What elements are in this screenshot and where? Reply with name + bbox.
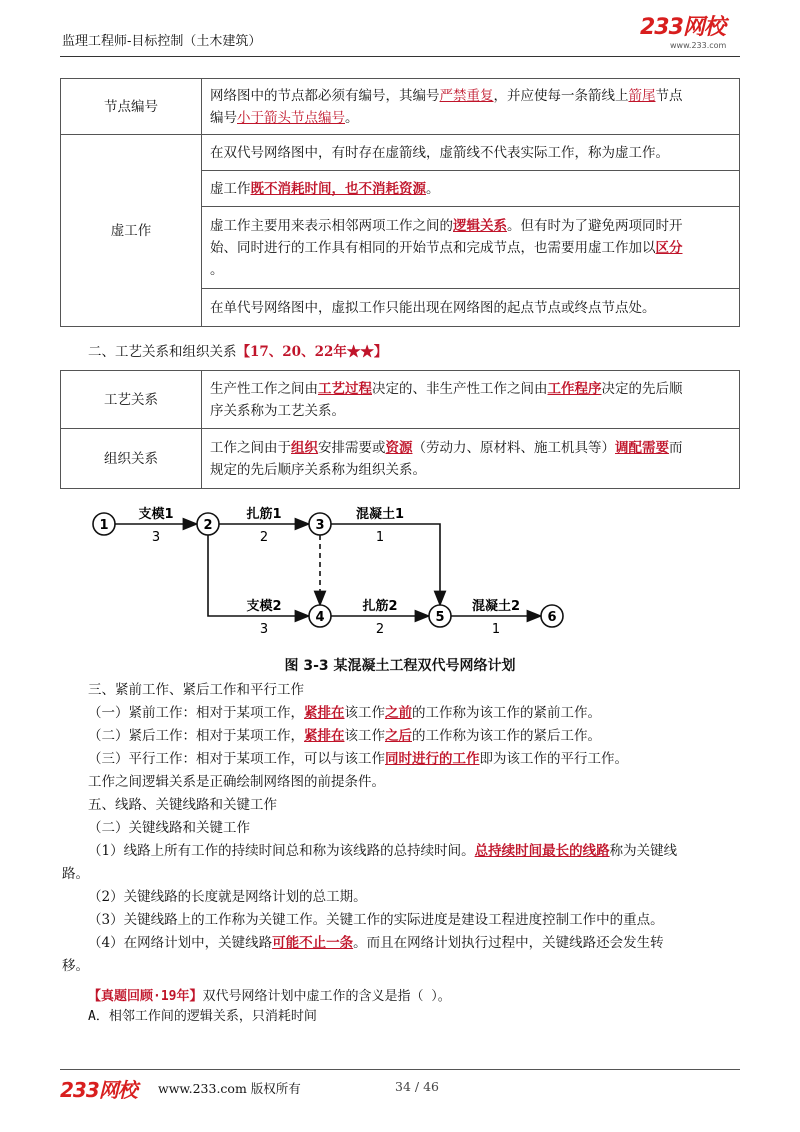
text: 规定的先后顺序关系称为组织关系。 (210, 461, 426, 478)
critical-path-2: （2）关键线路的长度就是网络计划的总工期。 (88, 889, 367, 905)
brand-logo[interactable] (640, 16, 750, 52)
text: 编号 (210, 109, 237, 126)
question-tag: 【真题回顾·19年】 (88, 989, 203, 1004)
section-5-heading: 五、线路、关键线路和关键工作 (88, 797, 277, 813)
text: 安排需要或 (318, 439, 386, 456)
activity-name: 扎筋1 (246, 507, 282, 522)
virtual-row-4: 在单代号网络图中，虚拟工作只能出现在网络图的起点节点或终点节点处。 (202, 289, 740, 327)
text: 的工作称为该工作的紧后工作。 (412, 728, 601, 744)
activity-arrow (331, 524, 440, 605)
virtual-row-3 (202, 207, 740, 289)
activity-duration: 1 (375, 530, 385, 545)
text: 。 (210, 261, 224, 278)
text: 决定的先后顺 (601, 380, 683, 397)
section-2-heading (88, 340, 387, 360)
activity-name: 支模1 (138, 507, 174, 522)
text: （三）平行工作：相对于某项工作，可以与该工作 (88, 751, 385, 767)
emph: 既不消耗时间，也不消耗资源 (250, 180, 426, 197)
virtual-label: 虚工作 (61, 135, 202, 327)
critical-path-1 (88, 840, 677, 862)
activity-duration: 3 (259, 622, 269, 637)
node-number: 1 (99, 518, 109, 533)
text: （1）线路上所有工作的持续时间总和称为该线路的总持续时间。 (88, 843, 475, 859)
process-label: 工艺关系 (61, 371, 202, 429)
section-2-frequency: 【17、20、22年★★】 (236, 344, 388, 360)
activity-name: 支模2 (246, 599, 282, 614)
emph: 之后 (385, 728, 412, 744)
text: 的工作称为该工作的紧前工作。 (412, 705, 601, 721)
emph: 可能不止一条 (272, 935, 354, 951)
text: 。而且在网络计划执行过程中，关键线路还会发生转 (353, 935, 664, 951)
critical-path-4 (88, 932, 664, 954)
section-2-title: 二、工艺关系和组织关系 (88, 344, 237, 360)
node-label: 节点编号 (61, 79, 202, 135)
footer-logo[interactable]: 233网校 (60, 1078, 137, 1102)
virtual-row-1: 在双代号网络图中，有时存在虚箭线，虚箭线不代表实际工作，称为虚工作。 (202, 135, 740, 171)
emph: 调配需要 (615, 439, 669, 456)
header-title: 监理工程师-目标控制（土木建筑） (62, 34, 262, 49)
text: 称为关键线 (609, 843, 678, 859)
figure-caption: 图 3-3 某混凝土工程双代号网络计划 (284, 658, 516, 674)
header-divider (60, 56, 740, 57)
relation-table (60, 370, 740, 489)
text: 。但有时为了避免两项同时开 (507, 217, 683, 234)
org-label: 组织关系 (61, 429, 202, 489)
emph: 资源 (385, 439, 413, 456)
activity-duration: 2 (375, 622, 385, 637)
emph: 小于箭头节点编号 (237, 109, 345, 126)
emph: 紧排在 (304, 728, 345, 744)
question-text: 双代号网络计划中虚工作的含义是指（ ）。 (202, 989, 451, 1004)
footer-divider (60, 1069, 740, 1070)
text: （一）紧前工作：相对于某项工作， (88, 705, 304, 721)
emph: 区分 (655, 239, 683, 256)
text: 节点 (655, 87, 683, 104)
node-number: 2 (203, 518, 213, 533)
text: （4）在网络计划中，关键线路 (88, 935, 273, 951)
emph: 逻辑关系 (453, 217, 507, 234)
text: 该工作 (344, 705, 385, 721)
parallel-definition (88, 748, 628, 770)
node-number: 6 (547, 610, 557, 625)
text: 即为该工作的平行工作。 (479, 751, 628, 767)
text: 该工作 (344, 728, 385, 744)
emph: 之前 (385, 705, 412, 721)
page-number: 34 / 46 (395, 1079, 439, 1094)
section-5-sub-heading: （二）关键线路和关键工作 (88, 820, 250, 836)
section-3-heading: 三、紧前工作、紧后工作和平行工作 (88, 682, 304, 698)
table-row (61, 429, 740, 489)
emph: 同时进行的工作 (385, 751, 480, 767)
activity-name: 混凝土2 (471, 599, 521, 614)
table-row (61, 135, 740, 171)
node-virtual-table (60, 78, 740, 327)
text: 决定的、非生产性工作之间由 (372, 380, 548, 397)
network-diagram (80, 498, 580, 638)
activity-duration: 2 (259, 530, 269, 545)
activity-name: 扎筋2 (362, 599, 398, 614)
emph: 总持续时间最长的线路 (474, 843, 610, 859)
text: ，并应使每一条箭线上 (493, 87, 629, 104)
emph: 工艺过程 (318, 380, 372, 397)
text: （劳动力、原材料、施工机具等） (412, 439, 615, 456)
node-number: 5 (435, 610, 445, 625)
logic-premise: 工作之间逻辑关系是正确绘制网络图的前提条件。 (88, 774, 385, 790)
activity-duration: 3 (151, 530, 161, 545)
virtual-row-2 (202, 171, 740, 207)
logo-text: 233网校 (640, 15, 725, 40)
text: 。 (426, 180, 440, 197)
emph: 工作程序 (547, 380, 602, 397)
activity-duration: 1 (491, 622, 501, 637)
org-content (202, 429, 740, 489)
process-content (202, 371, 740, 429)
footer-copyright: www.233.com 版权所有 (158, 1081, 301, 1096)
table-row (61, 371, 740, 429)
critical-path-4-cont: 移。 (62, 958, 89, 974)
option-a[interactable]: A．相邻工作间的逻辑关系，只消耗时间 (88, 1009, 317, 1024)
exam-question (88, 985, 451, 1004)
text: 生产性工作之间由 (210, 380, 318, 397)
predecessor-definition (88, 702, 601, 724)
text: 始、同时进行的工作具有相同的开始节点和完成节点，也需要用虚工作加以 (210, 239, 656, 256)
text: 网络图中的节点都必须有编号，其编号 (210, 87, 440, 104)
node-number: 3 (315, 518, 325, 533)
node-content (202, 79, 740, 135)
activity-name: 混凝土1 (355, 507, 405, 522)
text: 而 (669, 439, 683, 456)
critical-path-1-cont: 路。 (62, 866, 89, 882)
critical-path-3: （3）关键线路上的工作称为关键工作。关键工作的实际进度是建设工程进度控制工作中的重点。 (88, 912, 664, 928)
text: （二）紧后工作：相对于某项工作， (88, 728, 304, 744)
successor-definition (88, 725, 601, 747)
node-number: 4 (315, 610, 325, 625)
table-row (61, 79, 740, 135)
text: 虚工作主要用来表示相邻两项工作之间的 (210, 217, 453, 234)
text: 序关系称为工艺关系。 (210, 402, 345, 419)
emph: 箭尾 (628, 87, 656, 104)
emph: 紧排在 (304, 705, 345, 721)
text: 。 (345, 109, 359, 126)
emph: 严禁重复 (439, 87, 494, 104)
emph: 组织 (291, 439, 318, 456)
text: 工作之间由于 (210, 439, 291, 456)
text: 虚工作 (210, 180, 251, 197)
logo-url: www.233.com (670, 41, 727, 50)
